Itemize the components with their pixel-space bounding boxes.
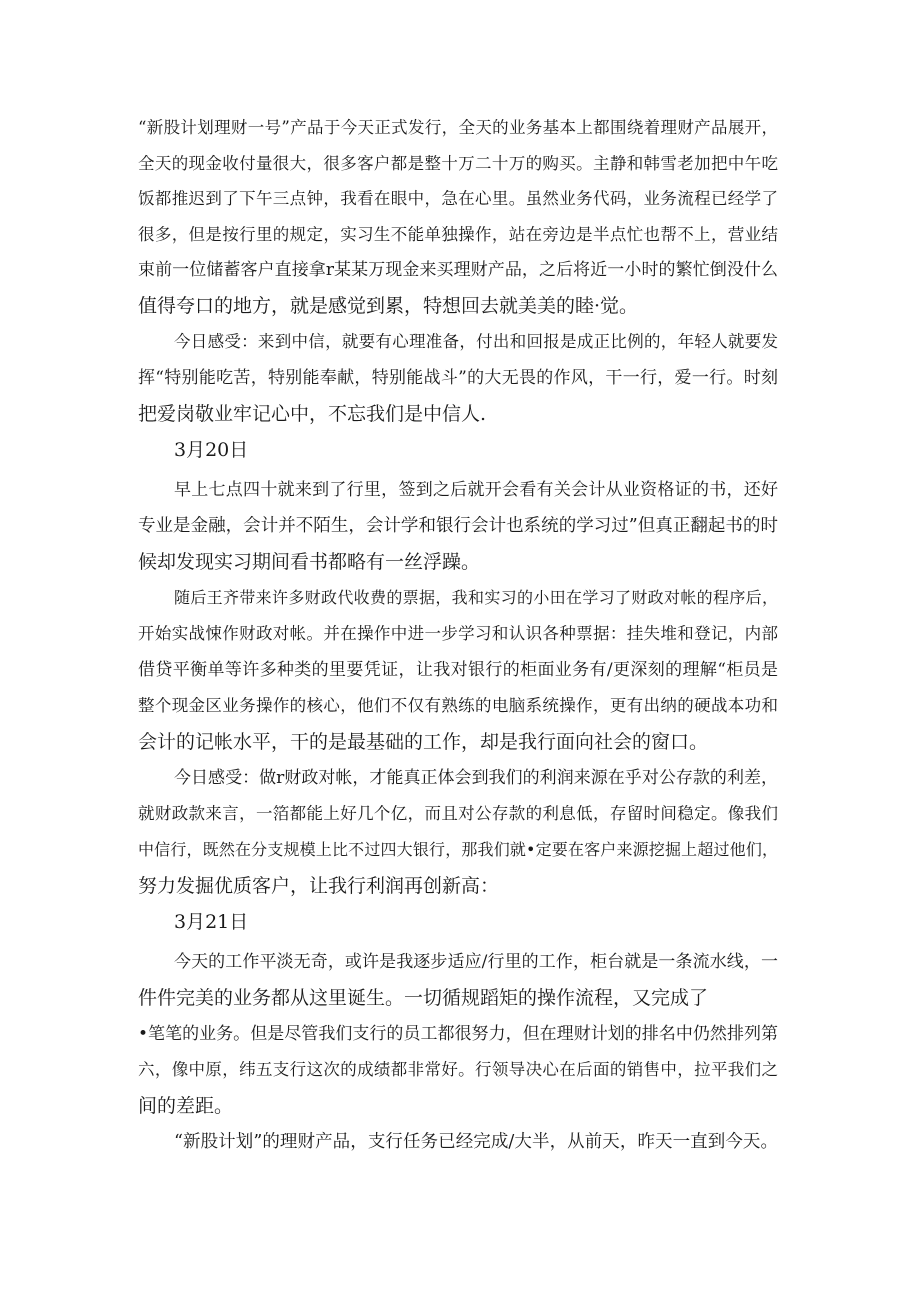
text-line: 把爱岗敬业牢记心中，不忘我们是中信人. [138, 403, 487, 425]
text-line: 整个现金区业务操作的核心，他们不仅有熟练的电脑系统操作，更有出纳的硬战本功和 [138, 696, 778, 715]
text-line: 今日感受：做r财政对帐，才能真正体会到我们的利润来源在乎对公存款的利差， [174, 768, 778, 788]
text-line: •笔笔的业务。但是尽管我们支行的员工都很努力，但在理财计划的排名中仍然排列第 [138, 1024, 778, 1044]
text-line: 束前一位储蓄客户直接拿r某某万现金来买理财产品，之后将近一小时的繁忙倒没什么 [138, 260, 778, 280]
text-line: 全天的现金收付量很大，很多客户都是整十万二十万的购买。主静和韩雪老加把中午吃 [138, 154, 778, 173]
text-line: 就财政款来言，一箔都能上好几个亿，而且对公存款的利息低，存留时间稳定。像我们 [138, 804, 778, 823]
text-line: 今日感受：来到中信，就要有心理准备，付出和回报是成正比例的，年轻人就要发 [174, 332, 778, 351]
text-line: 值得夸口的地方，就是感觉到累，特想回去就美美的睦·觉。 [138, 295, 639, 317]
text-line: 挥“特别能吃苦，特别能奉献，特别能战斗”的大无畏的作风，干一行，爱一行。时刻 [138, 368, 778, 388]
text-line: 候却发现实习期间看书都略有一丝浮躁。 [138, 551, 481, 573]
text-line: “新股计划”的理财产品，支行任务已经完成/大半，从前天，昨天一直到今天。 [174, 1132, 778, 1152]
text-line: “新股计划理财一号”产品于今天正式发行，全天的业务基本上都围绕着理财产品展开， [138, 118, 778, 137]
text-line: 间的差距。 [138, 1095, 234, 1117]
text-line: 会计的记帐水平，干的是最基础的工作，却是我行面向社会的窗口。 [138, 731, 709, 753]
date-heading: 3月21日 [174, 911, 249, 933]
text-line: 很多，但是按行里的规定，实习生不能单独操作，站在旁边是半点忙也帮不上，营业结 [138, 225, 778, 244]
date-heading: 3月20日 [174, 439, 249, 461]
text-line: 今天的工作平淡无奇，或许是我逐步适应/行里的工作，柜台就是一条流水线，一 [174, 952, 778, 972]
text-line: 专业是金融，会计并不陌生，会计学和银行会计也系统的学习过”但真正翻起书的时 [138, 516, 778, 536]
text-line: 随后王齐带来许多财政代收费的票据，我和实习的小田在学习了财政对帐的程序后， [174, 588, 778, 607]
text-line: 饭都推迟到了下午三点钟，我看在眼中，急在心里。虽然业务代码，业务流程已经学了 [138, 189, 778, 208]
text-line: 六，像中原，纬五支行这次的成绩都非常好。行领导决心在后面的销售中，拉平我们之 [138, 1060, 778, 1079]
text-line: 中信行，既然在分支规模上比不过四大银行，那我们就•定要在客户来源挖掘上超过他们， [138, 840, 778, 859]
text-line: 开始实战悚作财政对帐。并在操作中进一步学习和认识各种票据：挂失堆和登记，内部 [138, 624, 778, 643]
text-line: 早上七点四十就来到了行里，签到之后就开会看有关会计从业资格证的书，还好 [174, 480, 778, 500]
text-line: 件件完美的业务都从这里诞生。一切循规蹈矩的操作流程，又完成了 [138, 987, 709, 1009]
text-line: 借贷平衡单等许多种类的里要凭证，让我对银行的柜面业务有/更深刻的理解“柜员是 [138, 660, 778, 680]
text-line: 努力发掘优质客户，让我行利润再创新高： [138, 875, 500, 897]
